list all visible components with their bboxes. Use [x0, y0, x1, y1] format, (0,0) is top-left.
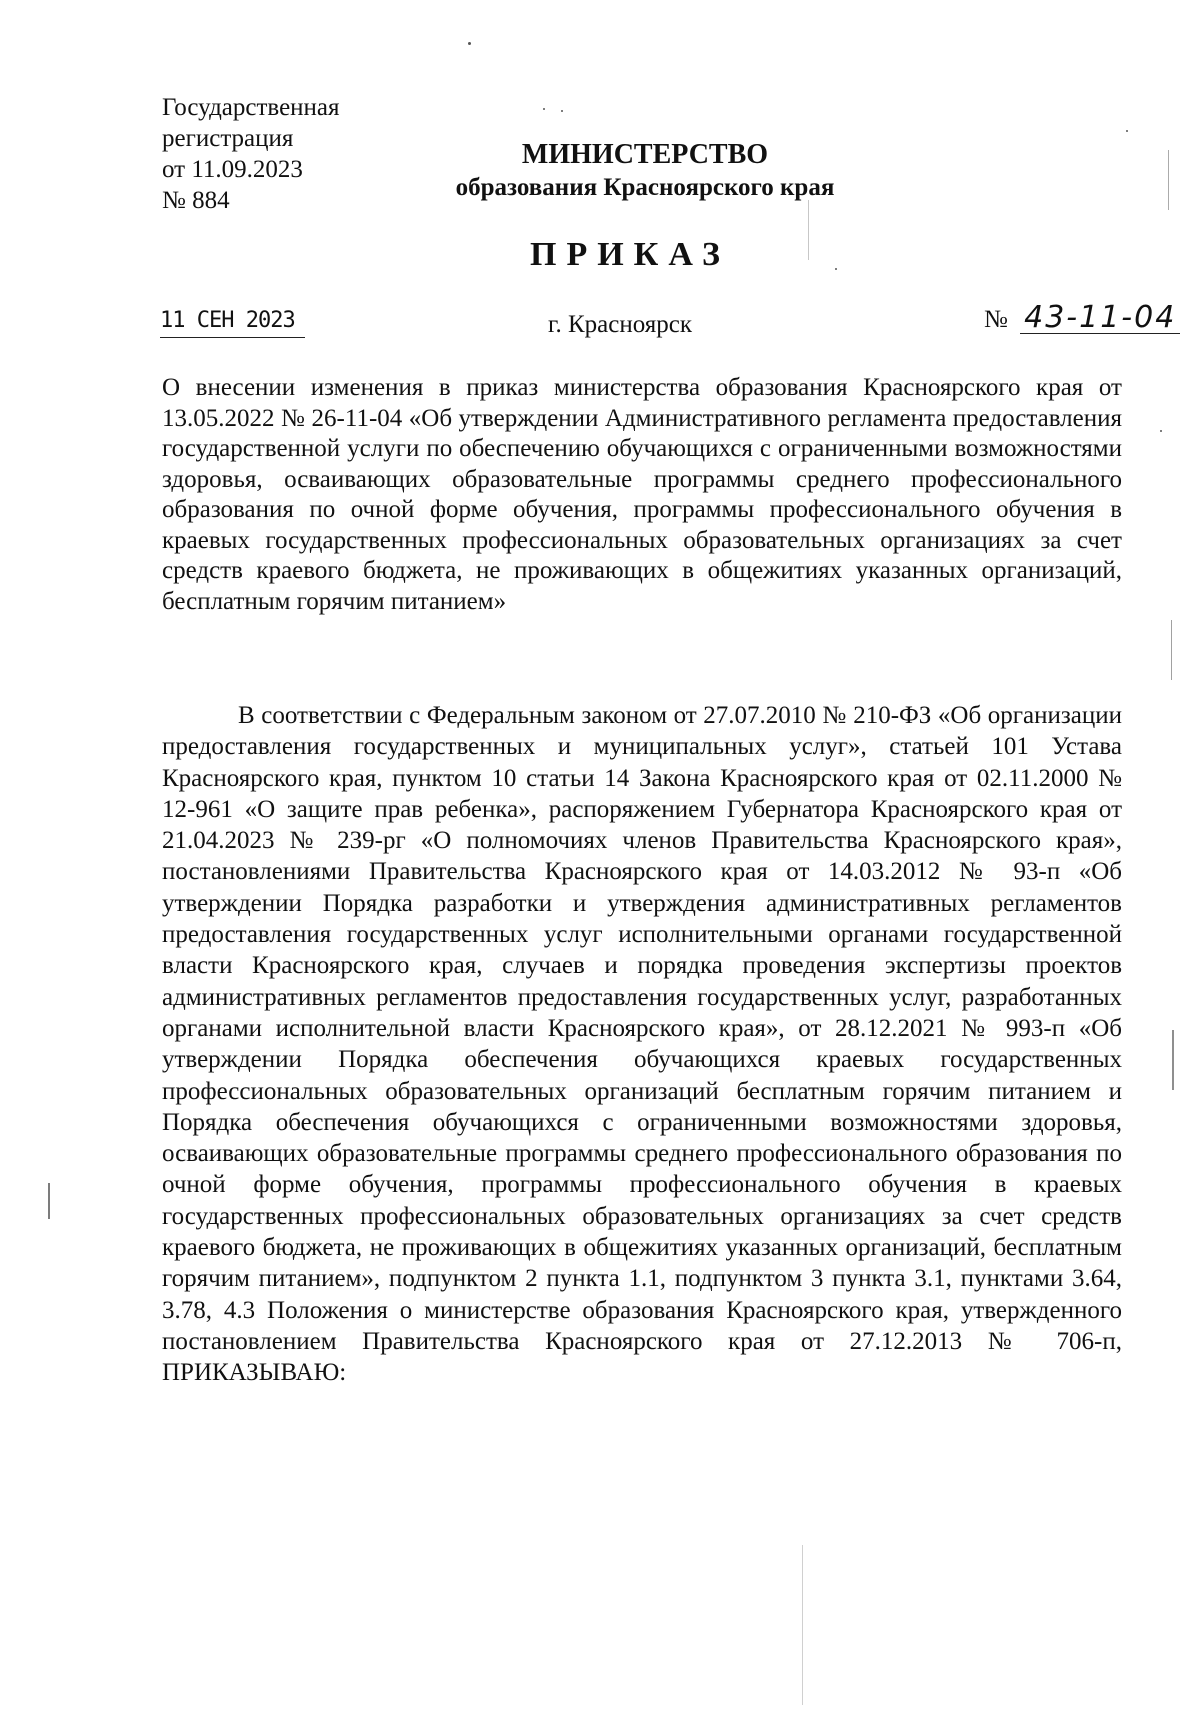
scan-artifact-line	[1171, 620, 1172, 680]
scan-artifact-line	[48, 1183, 50, 1219]
scan-artifact-dot	[561, 110, 563, 112]
order-number-handwritten: 43-11-04	[1020, 303, 1180, 334]
ministry-title: МИНИСТЕРСТВО	[521, 139, 769, 170]
registration-number: № 884	[162, 187, 230, 214]
order-subject: О внесении изменения в приказ министерства образования Красноярского края от 13.05.2022 № 26-11-04 «Об утверждении Административного регламента предоставления государственной услуги по обеспечению обучающихся с ограниченными возможностями здоровья, осваивающих образовательные программы среднего профессионального образования по очной форме обучения, программы профессионального обучения в краевых государственных профессиональных образовательных организациях за счет средств краевого бюджета, не проживающих в общежитиях указанных организаций, бесплатным горячим питанием»	[162, 374, 1122, 615]
scan-artifact-dot	[468, 42, 471, 45]
scan-artifact-line	[1168, 150, 1169, 210]
scan-artifact-dot	[543, 108, 545, 110]
ministry-region: образования Красноярского края	[455, 174, 835, 201]
order-number-block	[984, 300, 1177, 335]
scan-artifact-dot	[835, 268, 837, 270]
registration-line: Государственная	[162, 94, 340, 121]
document-type-heading: ПРИКАЗ	[530, 236, 730, 273]
registration-date: от 11.09.2023	[162, 156, 303, 183]
order-city: г. Красноярск	[548, 311, 692, 338]
order-date-stamp: 11 СЕН 2023	[160, 308, 305, 338]
order-preamble: В соответствии с Федеральным законом от 27.07.2010 № 210-ФЗ «Об организации предоставления государственных и муниципальных услуг», статьей 101 Устава Красноярского края, пунктом 10 статьи 14 Закона Красноярского края от 02.11.2000 № 12-961 «О защите прав ребенка», распоряжением Губернатора Красноярского края от 21.04.2023 № 239-рг «О полномочиях членов Правительства Красноярского края», постановлениями Правительства Красноярского края от 14.03.2012 № 93-п «Об утверждении Порядка разработки и утверждения административных регламентов предоставления государственных услуг исполнительными органами государственной власти Красноярского края, случаев и порядка проведения экспертизы проектов административных регламентов предоставления государственных услуг, разработанных органами исполнительной власти Красноярского края», от 28.12.2021 № 993-п «Об утверждении Порядка обеспечения обучающихся краевых государственных профессиональных образовательных организаций бесплатным горячим питанием и Порядка обеспечения обучающихся с ограниченными возможностями здоровья, осваивающих образовательные программы среднего профессионального образования по очной форме обучения, программы профессионального обучения в краевых государственных профессиональных образовательных организациях за счет средств краевого бюджета, не проживающих в общежитиях указанных организаций, бесплатным горячим питанием», подпунктом 2 пункта 1.1, подпунктом 3 пункта 3.1, пунктами 3.64, 3.78, 4.3 Положения о министерстве образования Красноярского края, утвержденного постановлением Правительства Красноярского края от 27.12.2013 № 706-п, ПРИКАЗЫВАЮ:	[162, 702, 1122, 1387]
number-sign: №	[984, 306, 1008, 333]
scan-artifact-dot	[1160, 430, 1162, 432]
state-registration-block	[162, 92, 402, 216]
scan-artifact-dot	[1126, 130, 1128, 132]
registration-line: регистрация	[162, 125, 294, 152]
scan-artifact-line	[1172, 1030, 1174, 1090]
scan-artifact-line	[802, 1545, 803, 1705]
scan-artifact-line	[808, 200, 809, 260]
